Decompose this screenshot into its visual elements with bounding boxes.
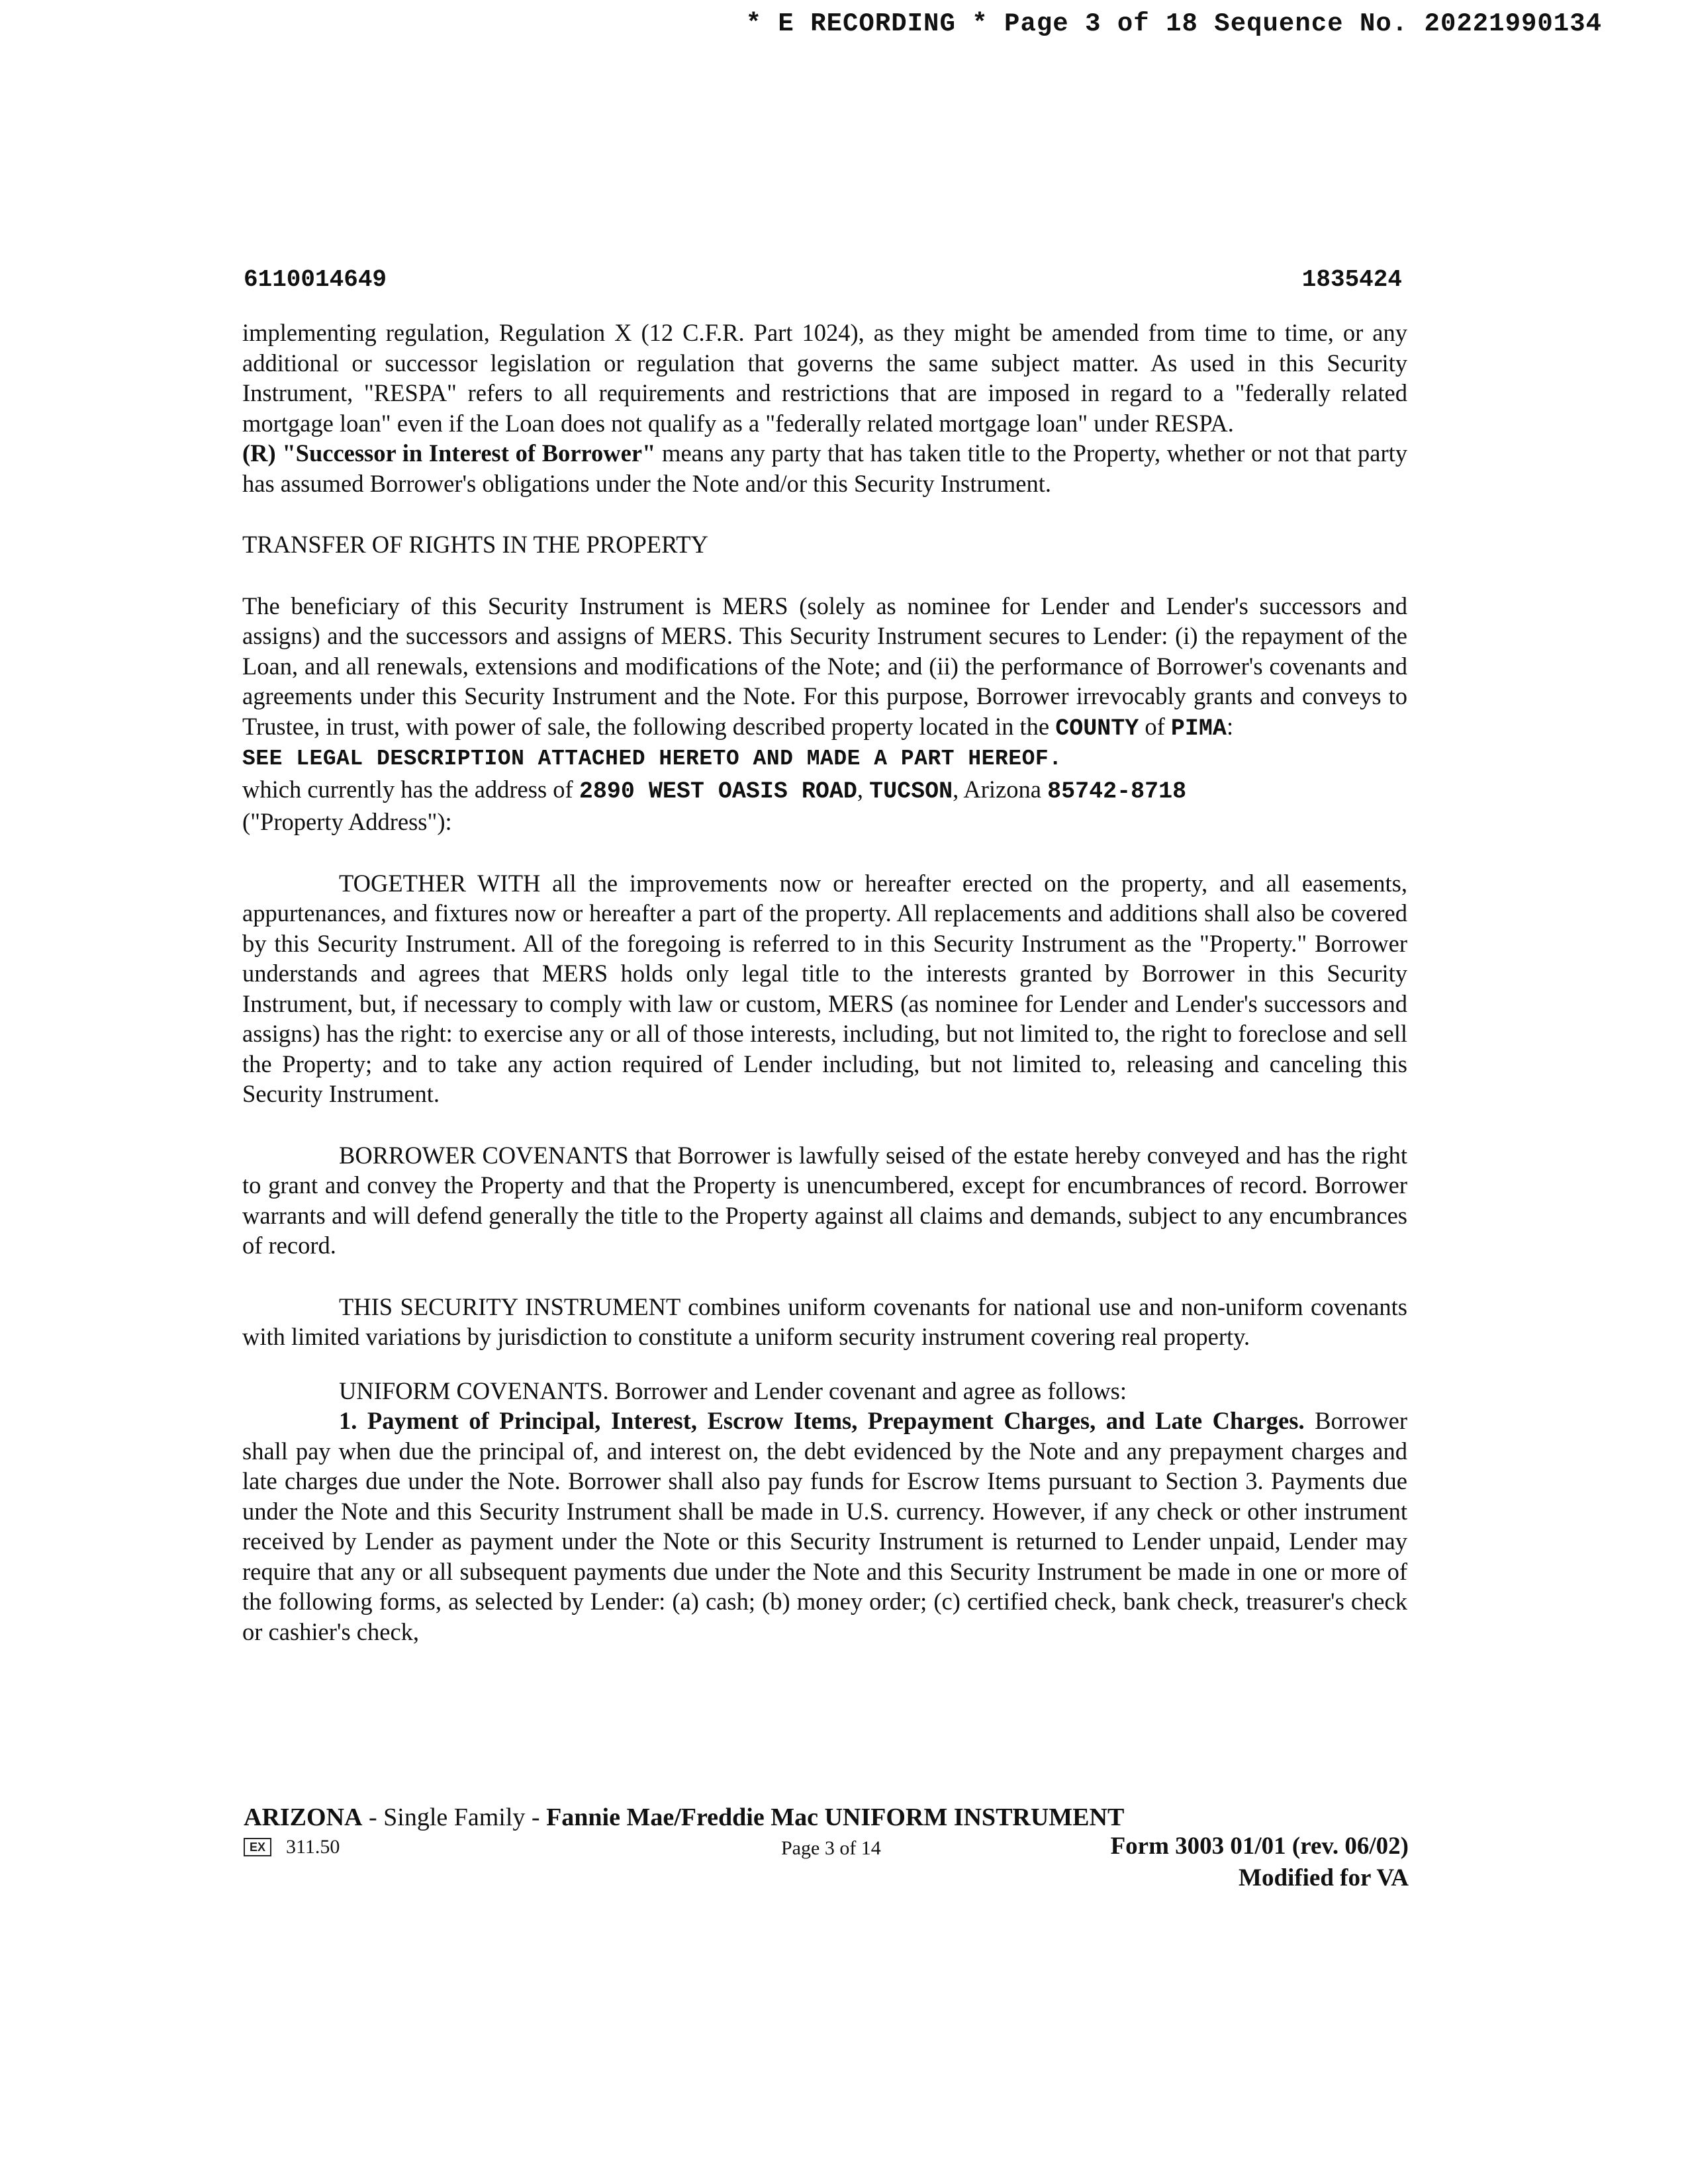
footer-state: ARIZONA [244,1803,363,1831]
successor-text: means any party that has taken title to the Property, whether or not that party has assumed Borrower's obligations under the Note and/or this Security Instrument. [242,439,1408,497]
transfer-heading: TRANSFER OF RIGHTS IN THE PROPERTY [242,531,708,558]
street-address: 2890 WEST OASIS ROAD [579,778,857,805]
of-word: of [1139,712,1171,740]
state: , Arizona [953,775,1048,803]
section-1-paragraph [242,1406,1407,1647]
successor-definition [242,438,1407,498]
section-1-text: Borrower shall pay when due the principal of, and interest on, the debt evidenced by the Note and any prepayment charges and late charges due under the Note. Borrower shall also pay funds for Escrow Items pursuant to Section 3. Payments due under the Note and this Security Instrument shall be made in U.S. currency. However, if any check or other instrument received by Lender as payment under the Note or this Security Instrument is returned to Lender unpaid, Lender may require that any or all subsequent payments due under the Note and this Security Instrument be made in one or more of the following forms, as selected by Lender: (a) cash; (b) money order; (c) certified check, bank check, treasurer's check or cashier's check, [242,1407,1408,1645]
footer-instrument: Fannie Mae/Freddie Mac UNIFORM INSTRUMENT [546,1803,1125,1831]
page-footer [244,1803,1409,1891]
form-code-row [244,1836,340,1858]
colon: : [1226,712,1234,740]
section-1-title: 1. Payment of Principal, Interest, Escrow Items, Prepayment Charges, and Late Charges. [339,1407,1305,1434]
footer-instrument-line [244,1803,1409,1832]
address-line [242,774,1407,807]
legal-description: SEE LEGAL DESCRIPTION ATTACHED HERETO AND MADE A PART HEREOF. [242,747,1062,771]
borrower-covenants-paragraph: BORROWER COVENANTS that Borrower is lawfully seised of the estate hereby conveyed and has the right to grant and convey the Property and that the Property is unencumbered, except for encumbrances of record. Borrower warrants and will defend generally the title to the Property against all claims and demands, subject to any encumbrances of record. [242,1141,1407,1259]
form-number: Form 3003 01/01 (rev. 06/02) [1110,1833,1409,1860]
loan-number: 6110014649 [244,266,387,293]
respa-paragraph: implementing regulation, Regulation X (12 C.F.R. Part 1024), as they might be amended from time to time, or any additional or successor legislation or regulation that governs the same subject matter. As used in this Security Instrument, "RESPA" refers to all requirements and restrictions that are imposed in regard to a "federally related mortgage loan" even if the Loan does not qualify as a "federally related mortgage loan" under RESPA. [242,319,1407,437]
transfer-text: The beneficiary of this Security Instrument is MERS (solely as nominee for Lender and Lender's successors and assigns) and the successors and assigns of MERS. This Security Instrument secures to Lender: (i) the repayment of the Loan, and all renewals, extensions and modifications of the Note; and (ii) the performance of Borrower's covenants and agreements under this Security Instrument and the Note. For this purpose, Borrower irrevocably grants and conveys to Trustee, in trust, with power of sale, the following described property located in the [242,592,1407,740]
security-instrument-paragraph: THIS SECURITY INSTRUMENT combines uniform covenants for national use and non-uniform covenants with limited variations by jurisdiction to constitute a uniform security instrument covering real property. [242,1293,1407,1350]
city: TUCSON [869,778,953,805]
document-body [242,318,1407,1647]
address-prefix: which currently has the address of [242,775,579,803]
recording-header: * E RECORDING * Page 3 of 18 Sequence No. 20221990134 [745,9,1602,38]
successor-label: (R) "Successor in Interest of Borrower" [242,439,656,467]
property-address-label: ("Property Address"): [242,808,452,835]
county-label: COUNTY [1055,715,1139,742]
form-note: Modified for VA [1239,1864,1409,1891]
zip-code: 85742-8718 [1047,778,1187,805]
address-comma: , [857,775,870,803]
page-indicator: Page 3 of 14 [781,1837,881,1859]
form-code: 311.50 [286,1836,340,1858]
uniform-covenants-intro: UNIFORM COVENANTS. Borrower and Lender covenant and agree as follows: [339,1377,1127,1404]
county-name: PIMA [1170,715,1227,742]
footer-family: - Single Family - [362,1803,547,1831]
together-with-paragraph: TOGETHER WITH all the improvements now or hereafter erected on the property, and all easements, appurtenances, and fixtures now or hereafter a part of the property. All replacements and additions shall also be covered by this Security Instrument. All of the foregoing is referred to in this Security Instrument as the "Property." Borrower understands and agrees that MERS holds only legal title to the interests granted by Borrower in this Security Instrument, but, if necessary to comply with law or custom, MERS (as nominee for Lender and Lender's successors and assigns) has the right: to exercise any or all of those interests, including, but not limited to, the right to foreclose and sell the Property; and to take any action required of Lender including, but not limited to, releasing and canceling this Security Instrument. [242,869,1407,1107]
transfer-paragraph [242,591,1407,745]
min-number: 1835424 [1301,266,1402,293]
ex-logo-icon: EX [244,1838,271,1856]
